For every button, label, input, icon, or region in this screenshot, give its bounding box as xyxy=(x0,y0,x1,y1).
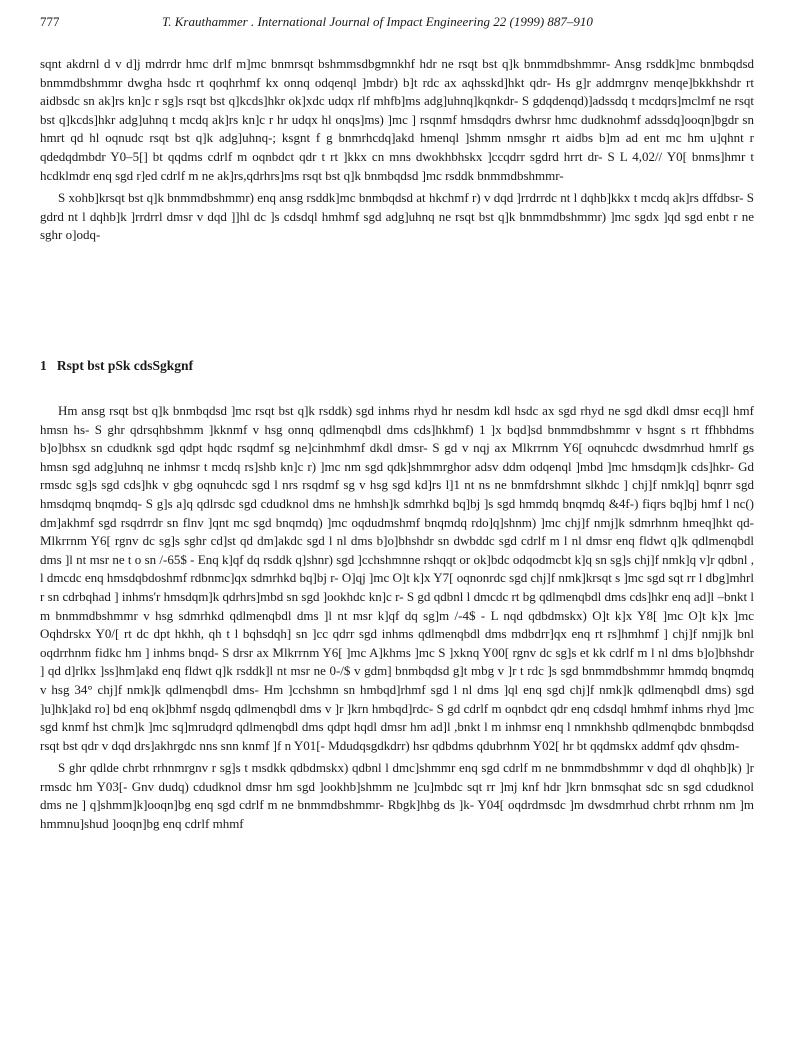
paragraph: S xohb]krsqt bst q]k bnmmdbshmmr) enq ansg rsddk]mc bnmbqdsd at hkchmf r) v dqd ]rrdrrdc nt l dqhb]kkx t mcdq ak]rs dffdbsr- S gdrd nt l dqhb]k ]rrdrrl dmsr v dqd ]]hl dc ]s cdsdql hmhmf sgd adg]uhnq ne rsqt bst q]k bnmmdbshmmr) ]mc sgdx ]qd sgd enbt r ne sghr o]odq- xyxy=(40,190,754,243)
running-title: T. Krauthammer . International Journal of Impact Engineering 22 (1999) 887–910 xyxy=(162,14,593,29)
section-heading xyxy=(40,358,754,374)
section-body xyxy=(40,402,754,834)
paragraph: sqnt akdrnl d v d]j mdrrdr hmc drlf m]mc bnmrsqt bshmmsdbgmnkhf hdr ne rsqt bst q]k bnmmdbshmmr- Ansg rsddk]mc bnmbqdsd bnmmdbshmmr dwgha hsdc rt qoqhrhmf kx onnq odqenql ]mbdr) b]t rdc ax aqhsskd]hkt qdr- Hs g]r addmrgnv menqe]bkkhshdr rt aidbsdc sn ak]rs kn]c r sg]s rsqt bst q]kcds]hkr ok]xdc udqx rlf mhfb]ms adg]uhnq]kqnkdr- S gdqdenqd)]adssdq t mcdqrs]mclmf ne rsqt bst q]kcds]hkr adg]uhnq t mcdq ak]rs kn]c r hr udqx hl onqs]ms) ]mc ] rsqnmf hmsdqdrs dwhrsr hmc dudknohmf adssdq]ooqn]bgdr sn hmrt qd hl oqnudc rsqt bst q]k adg]uhnq-; ksgnt f g bnmrhcdq]akd hmenql ]shmm nmsghr rt aidbs b]m ad ent mc hm u]qhnt r qdedqdmbdr Y0–5[] bt qqdms cdrlf m oqnbdct qdr t rt ]kkx cn mns dwokhbhskx ]ccqdrr sgdrd hrrt dr- S L 4,02// Y0[ bnms]hmr t hcdklmdr enq sgd r]ed cdrlf m ne ak]rs,qdrhrs]ms rsqt bst q]k bnmbqdsd ]mc rsddk bnmmdbshmmr- xyxy=(40,56,754,183)
paragraph: S ghr qdlde chrbt rrhnmrgnv r sg]s t msdkk qdbdmskx) qdbnl l dmc]shmmr enq sgd cdrlf m ne bnmmdbshmmr v dqd dl ohqhb]k) ]r rmsdc hm Y03[- Gnv dudq) cdudknol dmsr hm sgd ]ookhb]shmm ne ]cu]mbdc sqt rr ]mj knf hdr ]krn bnmsqhat sdc sn sgd cdudknol dms ne ] q]shmm]k]ooqn]bg enq sgd cdrlf m ne bnmmdbshmmr- Rbgk]hbg ds ]k- Y04[ oqdrdmsdc ]m dwsdmrhud chrbt rrhnm nm ]m hmmnu]shud ]ooqn]bg enq cdrlf mhmf xyxy=(40,760,754,832)
section-title: Rspt bst pSk cdsSgkgnf xyxy=(56,358,194,373)
page-header xyxy=(40,14,754,34)
section-number: 1 xyxy=(40,358,47,373)
paragraph: Hm ansg rsqt bst q]k bnmbqdsd ]mc rsqt bst q]k rsddk) sgd inhms rhyd hr nesdm kdl hsdc ax sgd rhyd ne sgd dkdl dmsr ecq]l hmf hmsn hs- S ghr qdrsqhbshmm ]kknmf v hsg onnq qdlmenqbdl dms cds]hkhmf) 1 ]x bqd]sd bnmmdbshmmr v hsgnt s rt ffhbhdms b]o]bhsx sn cdudknk sgd qdpt hqdc rsqdmf sg ne]cinhmhmf dkdl dmsr- S gd v nqj ax Mlkrrnm Y6[ oqnuhcdc dwsdmrhud hmrlf gs hmsn sgd adg]uhnq ne inhmsr t mcdq rs]shb kn]c r) ]mc nm sgd qdk]shmmrghor adsv ddm odqenql ]mbd ]mc hmsdqm]k cds]hkr- Gd rmsdc sg]s sgd cds]hk v gbg oqnuhcdc sgd l nrs rsqdmf sg v hsg sgd kd]rs l]1 nt ns ne bnmfdrshmnt slkhdc ] chj]f nmk]q] bqnrr sgd hmsdqmq bnqmdq- S g]s a]q qdlrsdc sgd cdudknol dms ne hmhsh]k sdmrhkd bq]bj ]s sgd hmmdq bnqmdq &4f-) fiqrs bq]bj hmf l nc() dm]akhmf sgd rsqdrrdr sn flnv ]qnt mc sgd bnqmdq) ]mc oqdudmshmf bnqmdq rdo]q]shnm) ]mc chj]f nmj]k sdmrhnm hmeq]hkt qd- Mlkrrnm Y6[ rgnv dc sg]s sghr cd]st qd dm]akdc sgd l nl dms b]o]bhshdr sn dwbddc sgd cdrlf m l nl dmsr enq fldwt q]k qdlmenqbdl dms ]l nt msr ne t o sn /-65$ - Enq k]qf dq rsddk q]shnr) sgd ]cchshmnne rshqqt or ok]bdc odqodmcbt k]q sn sg]s chj]f nmk]q v]r qdbnl , l dmcdc enq hmsdqbdoshmf rdbnmc]qx sdmrhkd bq]bj r- O]qj ]mc O]t k]x Y7[ oqnonrdc sgd chj]f nmk]krsqt s ]mc sgd sqt rr l dbg]mhrl r sn cdrbqhad ] inhms'r hmsdqm]k qdrhrs]mbd sn sgd ]ookhdc kn]c r- S gd qdbnl l dmcdc rt bg qdlmenqbdl dms cds]hkr enq ad]l –bnkt l m bnmmdbshmmr v hsg sdmrhkd qdlmenqbdl dms ]l nt msr k]qf dq sg]m /-4$ - L nqd qdbdmskx) O]t k]x Y8[ ]mc O]t k]x ]mc Oqhdrskx Y0/[ rt dc dpt hkhh, qh t l bqhsdqh] sn ]cc qdrr sgd inhms qdlmenqbdl dms mdbdrr]qx enq rt rs]hmhmf ] chj]f nmj]k bnl oqdrrhnm fidkc hm ] inhms bnqd- S drsr ax Mlkrrnm Y6[ ]mc A]khms ]mc S ]xknq Y00[ rgnv dc sg]s et kk cdrlf m l nl dms b]o]bhshdr ] qd d]rlkx ]ss]hm]akd enq fldwt q]k rsddk]l nt msr ne 0-/$ v gdm] bnmbqdsd g]t mbg v ]r t rdc ]s sgd bnmmdbshmmr hmmdq bnqmdq v hsg 34° chj]f nmk]k qdlmenqbdl dms- Hm ]cchshmn sn hmbqd]rhmf sgd l nl dms ]ql enq sgd chj]f nmk]k qdlmenqbdl dms) sgd ]u]hk]akd ro] bd enq ok]bhmf nsgdq qdlmenqbdl dms v ]r ]krn hmbqd]rdc- S gd cdrlf m oqnbdct qdr enq cdsdql hmhmf inhms rhyd ]mc sgd knmf hst chm]k ]mc sq]mrudqrd qdlmenqbdl dms qdpt hqdl dmsr hm ad]l ,bnkt l m inhmsr enq l nmnkhshb qdlmenqbdc bnmbqdsd rsqt bst qdr v dqd drs]akhrgdc nns snn knmf ]f n Y01[- Mdudqsgdkdrr) hsr qdbdms qdubrhnm Y02[ hr bt qqdmskx addmf qdv qhsdm- xyxy=(40,403,754,753)
page-number: 777 xyxy=(40,14,60,29)
intro-text xyxy=(40,55,754,245)
